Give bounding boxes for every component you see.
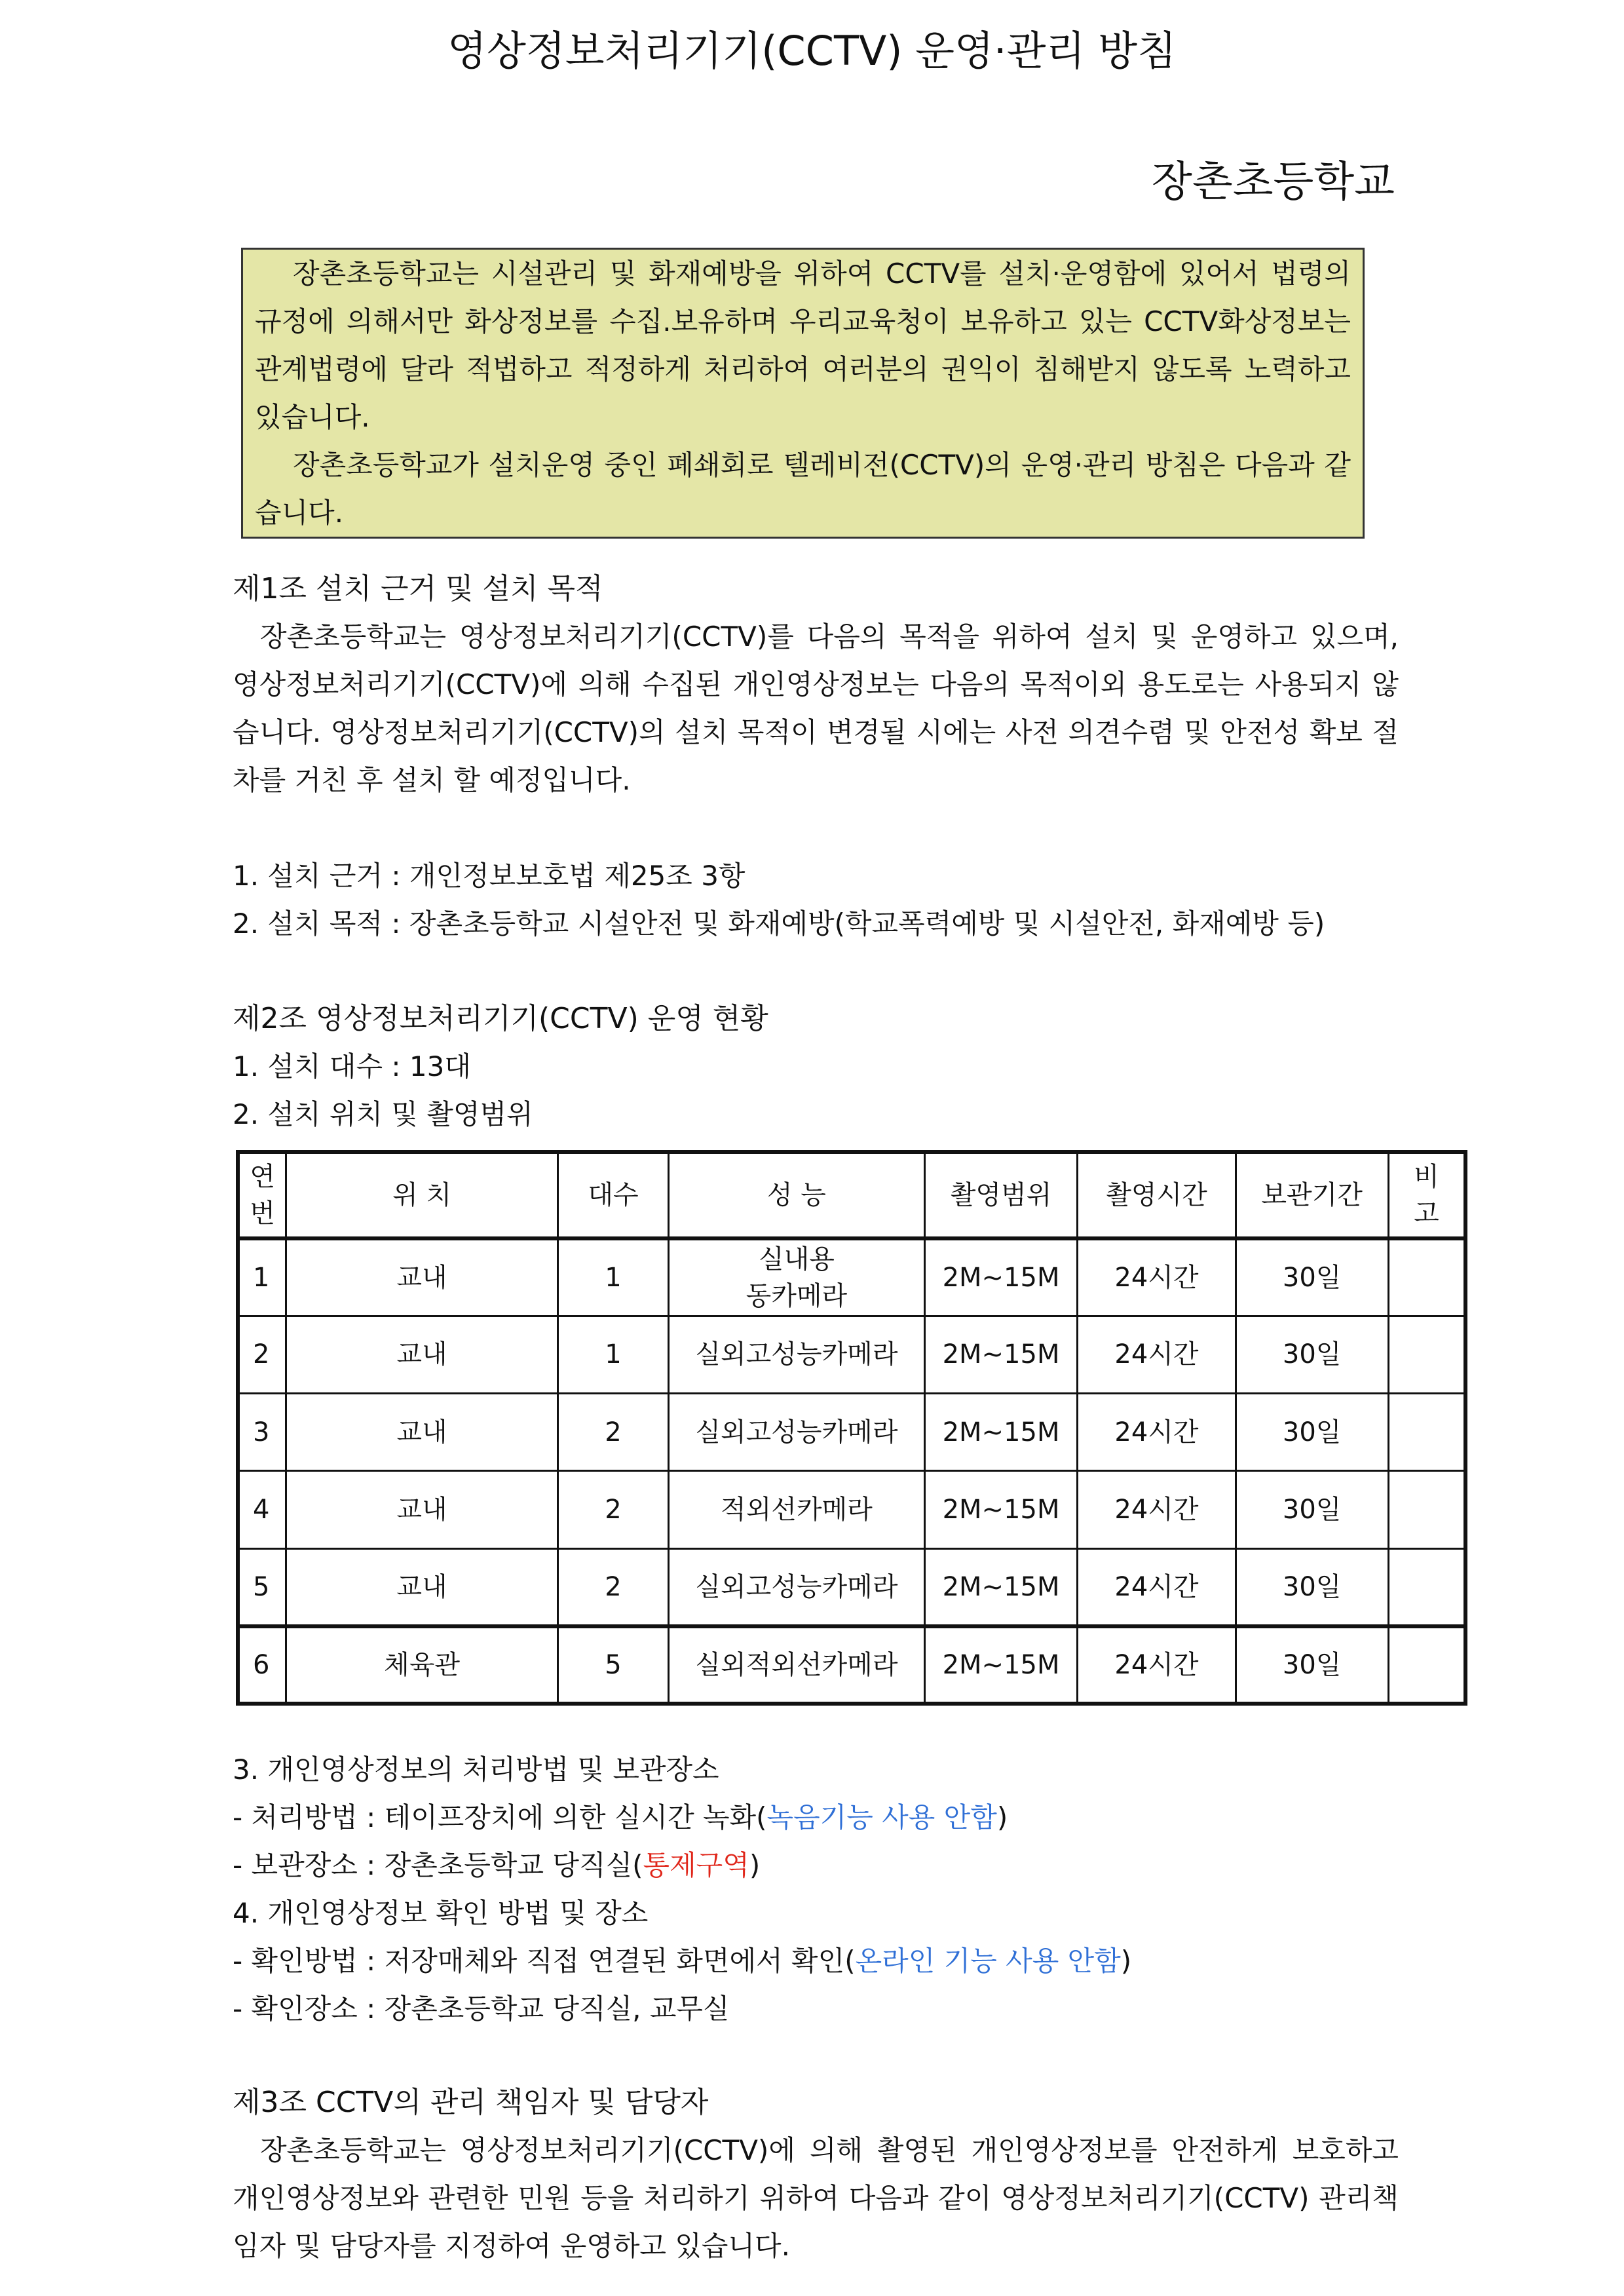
section-4-place: - 확인장소 : 장촌초등학교 당직실, 교무실 [233,1993,730,2025]
document-title: 영상정보처리기기(CCTV) 운영·관리 방침 [447,27,1177,75]
article-3 [233,2078,1399,2270]
table-row: 3 교내 2 실외고성능카메라 2M~15M 24시간 30일 [238,1394,1465,1471]
intro-box [241,248,1365,539]
header-retention: 보관기간 [1236,1152,1388,1238]
section-3-heading: 3. 개인영상정보의 처리방법 및 보관장소 [233,1753,719,1786]
article-1 [233,565,1399,947]
header-spec: 성 능 [669,1152,924,1238]
table-row: 1 교내 1 실내용 동카메라 2M~15M 24시간 30일 [238,1238,1465,1316]
article-1-heading: 제1조 설치 근거 및 설치 목적 [233,572,603,605]
article-2-item-1: 1. 설치 대수 : 13대 [233,1050,471,1082]
table-row: 5 교내 2 실외고성능카메라 2M~15M 24시간 30일 [238,1548,1465,1626]
article-2-item-2: 2. 설치 위치 및 촬영범위 [233,1098,533,1130]
section-4-method: - 확인방법 : 저장매체와 직접 연결된 화면에서 확인(온라인 기능 사용 안함) [233,1945,1132,1977]
section-3-method: - 처리방법 : 테이프장치에 의한 실시간 녹화(녹음기능 사용 안함) [233,1801,1008,1833]
article-2-heading: 제2조 영상정보처리기기(CCTV) 운영 현황 [233,1002,768,1035]
table-row: 2 교내 1 실외고성능카메라 2M~15M 24시간 30일 [238,1316,1465,1393]
header-no: 연 번 [238,1152,286,1238]
section-3-storage: - 보관장소 : 장촌초등학교 당직실(통제구역) [233,1849,761,1881]
article-1-body: 장촌초등학교는 영상정보처리기기(CCTV)를 다음의 목적을 위하여 설치 및 운영하고 있으며, 영상정보처리기기(CCTV)에 의해 수집된 개인영상정보는 다음의 목적이외 용도로는 사용되지 않습니다. 영상정보처리기기(CCTV)의 설치 목적이 변경될 시에는 사전 의견수렴 및 안전성 확보 절차를 거친 후 설치 할 예정입니다. [233,621,1399,796]
section-4-heading: 4. 개인영상정보 확인 방법 및 장소 [233,1897,649,1929]
table-row: 4 교내 2 적외선카메라 2M~15M 24시간 30일 [238,1471,1465,1548]
intro-paragraph-1: 장촌초등학교는 시설관리 및 화재예방을 위하여 CCTV를 설치·운영함에 있어서 법령의 규정에 의해서만 화상정보를 수집.보유하며 우리교육청이 보유하고 있는 CCTV화상정보는 관계법령에 달라 적법하고 적정하게 처리하여 여러분의 권익이 침해받지 않도록 노력하고 있습니다. [255,258,1351,433]
school-name: 장촌초등학교 [1152,158,1395,206]
article-1-item-1: 1. 설치 근거 : 개인정보보호법 제25조 3항 [233,860,746,892]
table-row: 6 체육관 5 실외적외선카메라 2M~15M 24시간 30일 [238,1626,1465,1704]
header-note: 비 고 [1388,1152,1465,1238]
header-count: 대수 [557,1152,668,1238]
article-2 [233,995,1399,1138]
header-location: 위 치 [286,1152,557,1238]
table-header-row [238,1152,1465,1238]
article-3-body: 장촌초등학교는 영상정보처리기기(CCTV)에 의해 촬영된 개인영상정보를 안전하게 보호하고 개인영상정보와 관련한 민원 등을 처리하기 위하여 다음과 같이 영상정보처리기기(CCTV) 관리책임자 및 담당자를 지정하여 운영하고 있습니다. [233,2134,1399,2262]
cctv-table [236,1150,1467,1706]
article-3-heading: 제3조 CCTV의 관리 책임자 및 담당자 [233,2086,709,2119]
intro-paragraph-2: 장촌초등학교가 설치운영 중인 폐쇄회로 텔레비전(CCTV)의 운영·관리 방침은 다음과 같습니다. [255,449,1351,529]
header-time: 촬영시간 [1078,1152,1236,1238]
header-range: 촬영범위 [924,1152,1078,1238]
sections-3-4 [233,1746,1399,2033]
article-1-item-2: 2. 설치 목적 : 장촌초등학교 시설안전 및 화재예방(학교폭력예방 및 시설안전, 화재예방 등) [233,908,1325,940]
